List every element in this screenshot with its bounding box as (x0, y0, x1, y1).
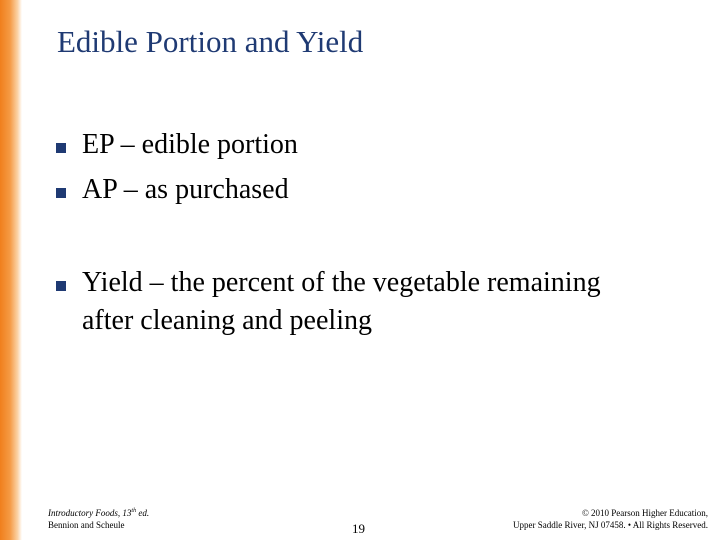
footer-citation (48, 507, 149, 531)
bullet-item-ap (82, 171, 289, 209)
bullet-item-yield (82, 264, 601, 340)
footer-authors: Bennion and Scheule (48, 520, 125, 530)
bullet-text: EP – edible portion (82, 129, 298, 160)
edition-superscript: th (131, 508, 137, 514)
bullet-square-icon (56, 188, 66, 198)
bullet-item-ep (82, 126, 298, 164)
copyright-line: Upper Saddle River, NJ 07458. • All Rights Reserved. (512, 520, 708, 530)
bullet-text: AP – as purchased (82, 174, 289, 205)
footer-copyright (513, 507, 708, 531)
slide-title: Edible Portion and Yield (57, 24, 364, 59)
footer-book-title: Introductory Foods, 13th ed. (48, 508, 150, 518)
copyright-line: © 2010 Pearson Higher Education, (581, 508, 708, 518)
page-number: 19 (352, 521, 365, 536)
bullet-square-icon (56, 281, 66, 291)
bullet-text-line: Yield – the percent of the vegetable remaining (82, 267, 601, 298)
bullet-text-line: after cleaning and peeling (82, 305, 372, 336)
bullet-square-icon (56, 143, 66, 153)
